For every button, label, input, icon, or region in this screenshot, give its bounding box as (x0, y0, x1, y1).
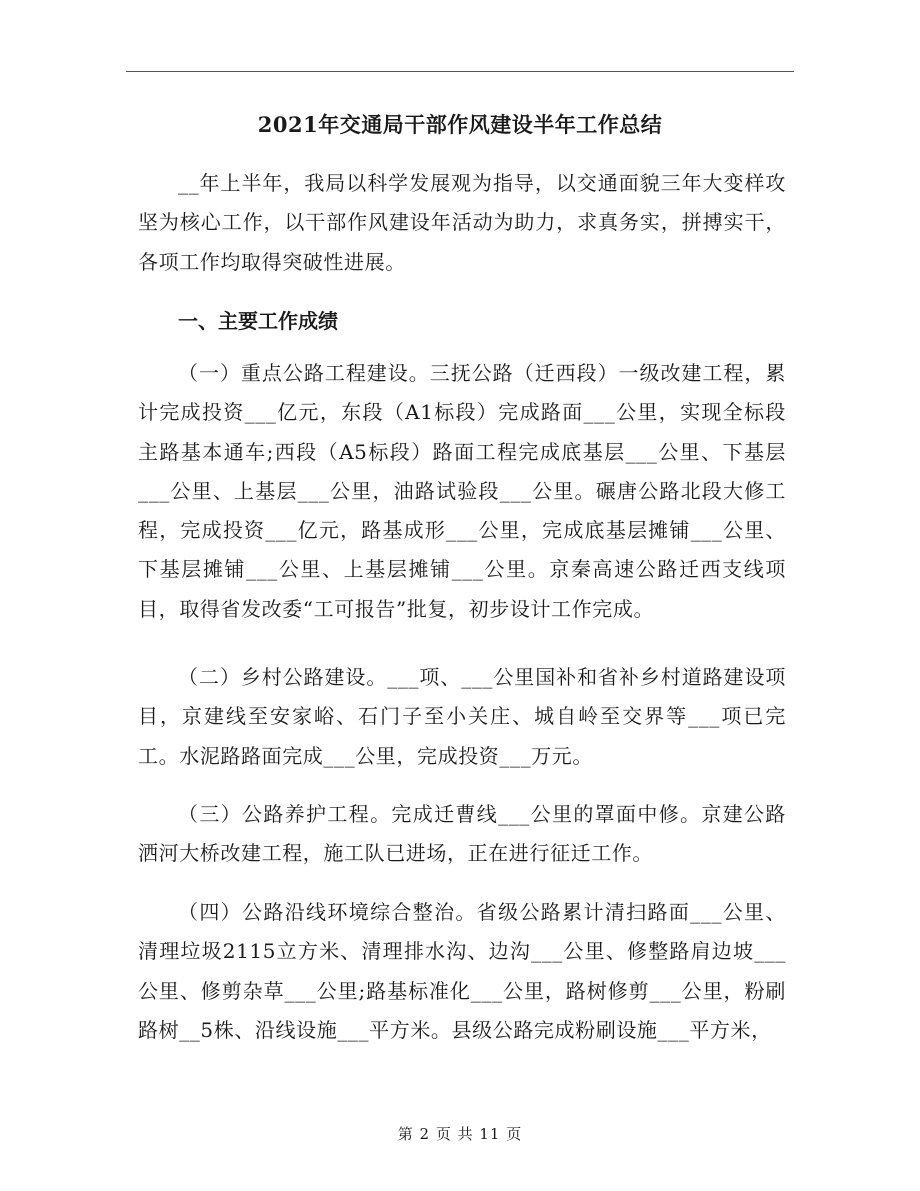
paragraph-rural-roads: （二）乡村公路建设。___项、___公里国补和省补乡村道路建设项目，京建线至安家峪、石门子至小关庄、城自岭至交界等___项已完工。水泥路路面完成___公里，完成投资___万元。 (138, 665, 786, 768)
document-title: 2021年交通局干部作风建设半年工作总结 (257, 112, 663, 137)
paragraph-key-roads: （一）重点公路工程建设。三抚公路（迁西段）一级改建工程，累计完成投资___亿元，东段（A1标段）完成路面___公里，实现全标段主路基本通车;西段（A5标段）路面工程完成底基层___公里、下基层___公里、上基层___公里，油路试验段___公里。碾唐公路北段大修工程，完成投资___亿元，路基成形___公里，完成底基层摊铺___公里、下基层摊铺___公里、上基层摊铺___公里。京秦高速公路迁西支线项目，取得省发改委“工可报告”批复，初步设计工作完成。 (138, 361, 786, 621)
header-rule (126, 71, 794, 72)
paragraph-environment: （四）公路沿线环境综合整治。省级公路累计清扫路面___公里、清理垃圾2115立方米、清理排水沟、边沟___公里、修整路肩边坡___公里、修剪杂草___公里;路基标准化___公里，路树修剪___公里，粉刷路树__5株、沿线设施___平方米。县级公路完成粉刷设施___平方米， (138, 900, 786, 1042)
intro-paragraph: __年上半年，我局以科学发展观为指导，以交通面貌三年大变样攻坚为核心工作，以干部作风建设年活动为助力，求真务实，拼搏实干，各项工作均取得突破性进展。 (138, 171, 786, 274)
section-heading: 一、主要工作成绩 (178, 309, 338, 333)
paragraph-maintenance: （三）公路养护工程。完成迁曹线___公里的罩面中修。京建公路洒河大桥改建工程，施工队已进场，正在进行征迁工作。 (138, 802, 786, 866)
page-number: 第 2 页 共 11 页 (397, 1125, 523, 1143)
